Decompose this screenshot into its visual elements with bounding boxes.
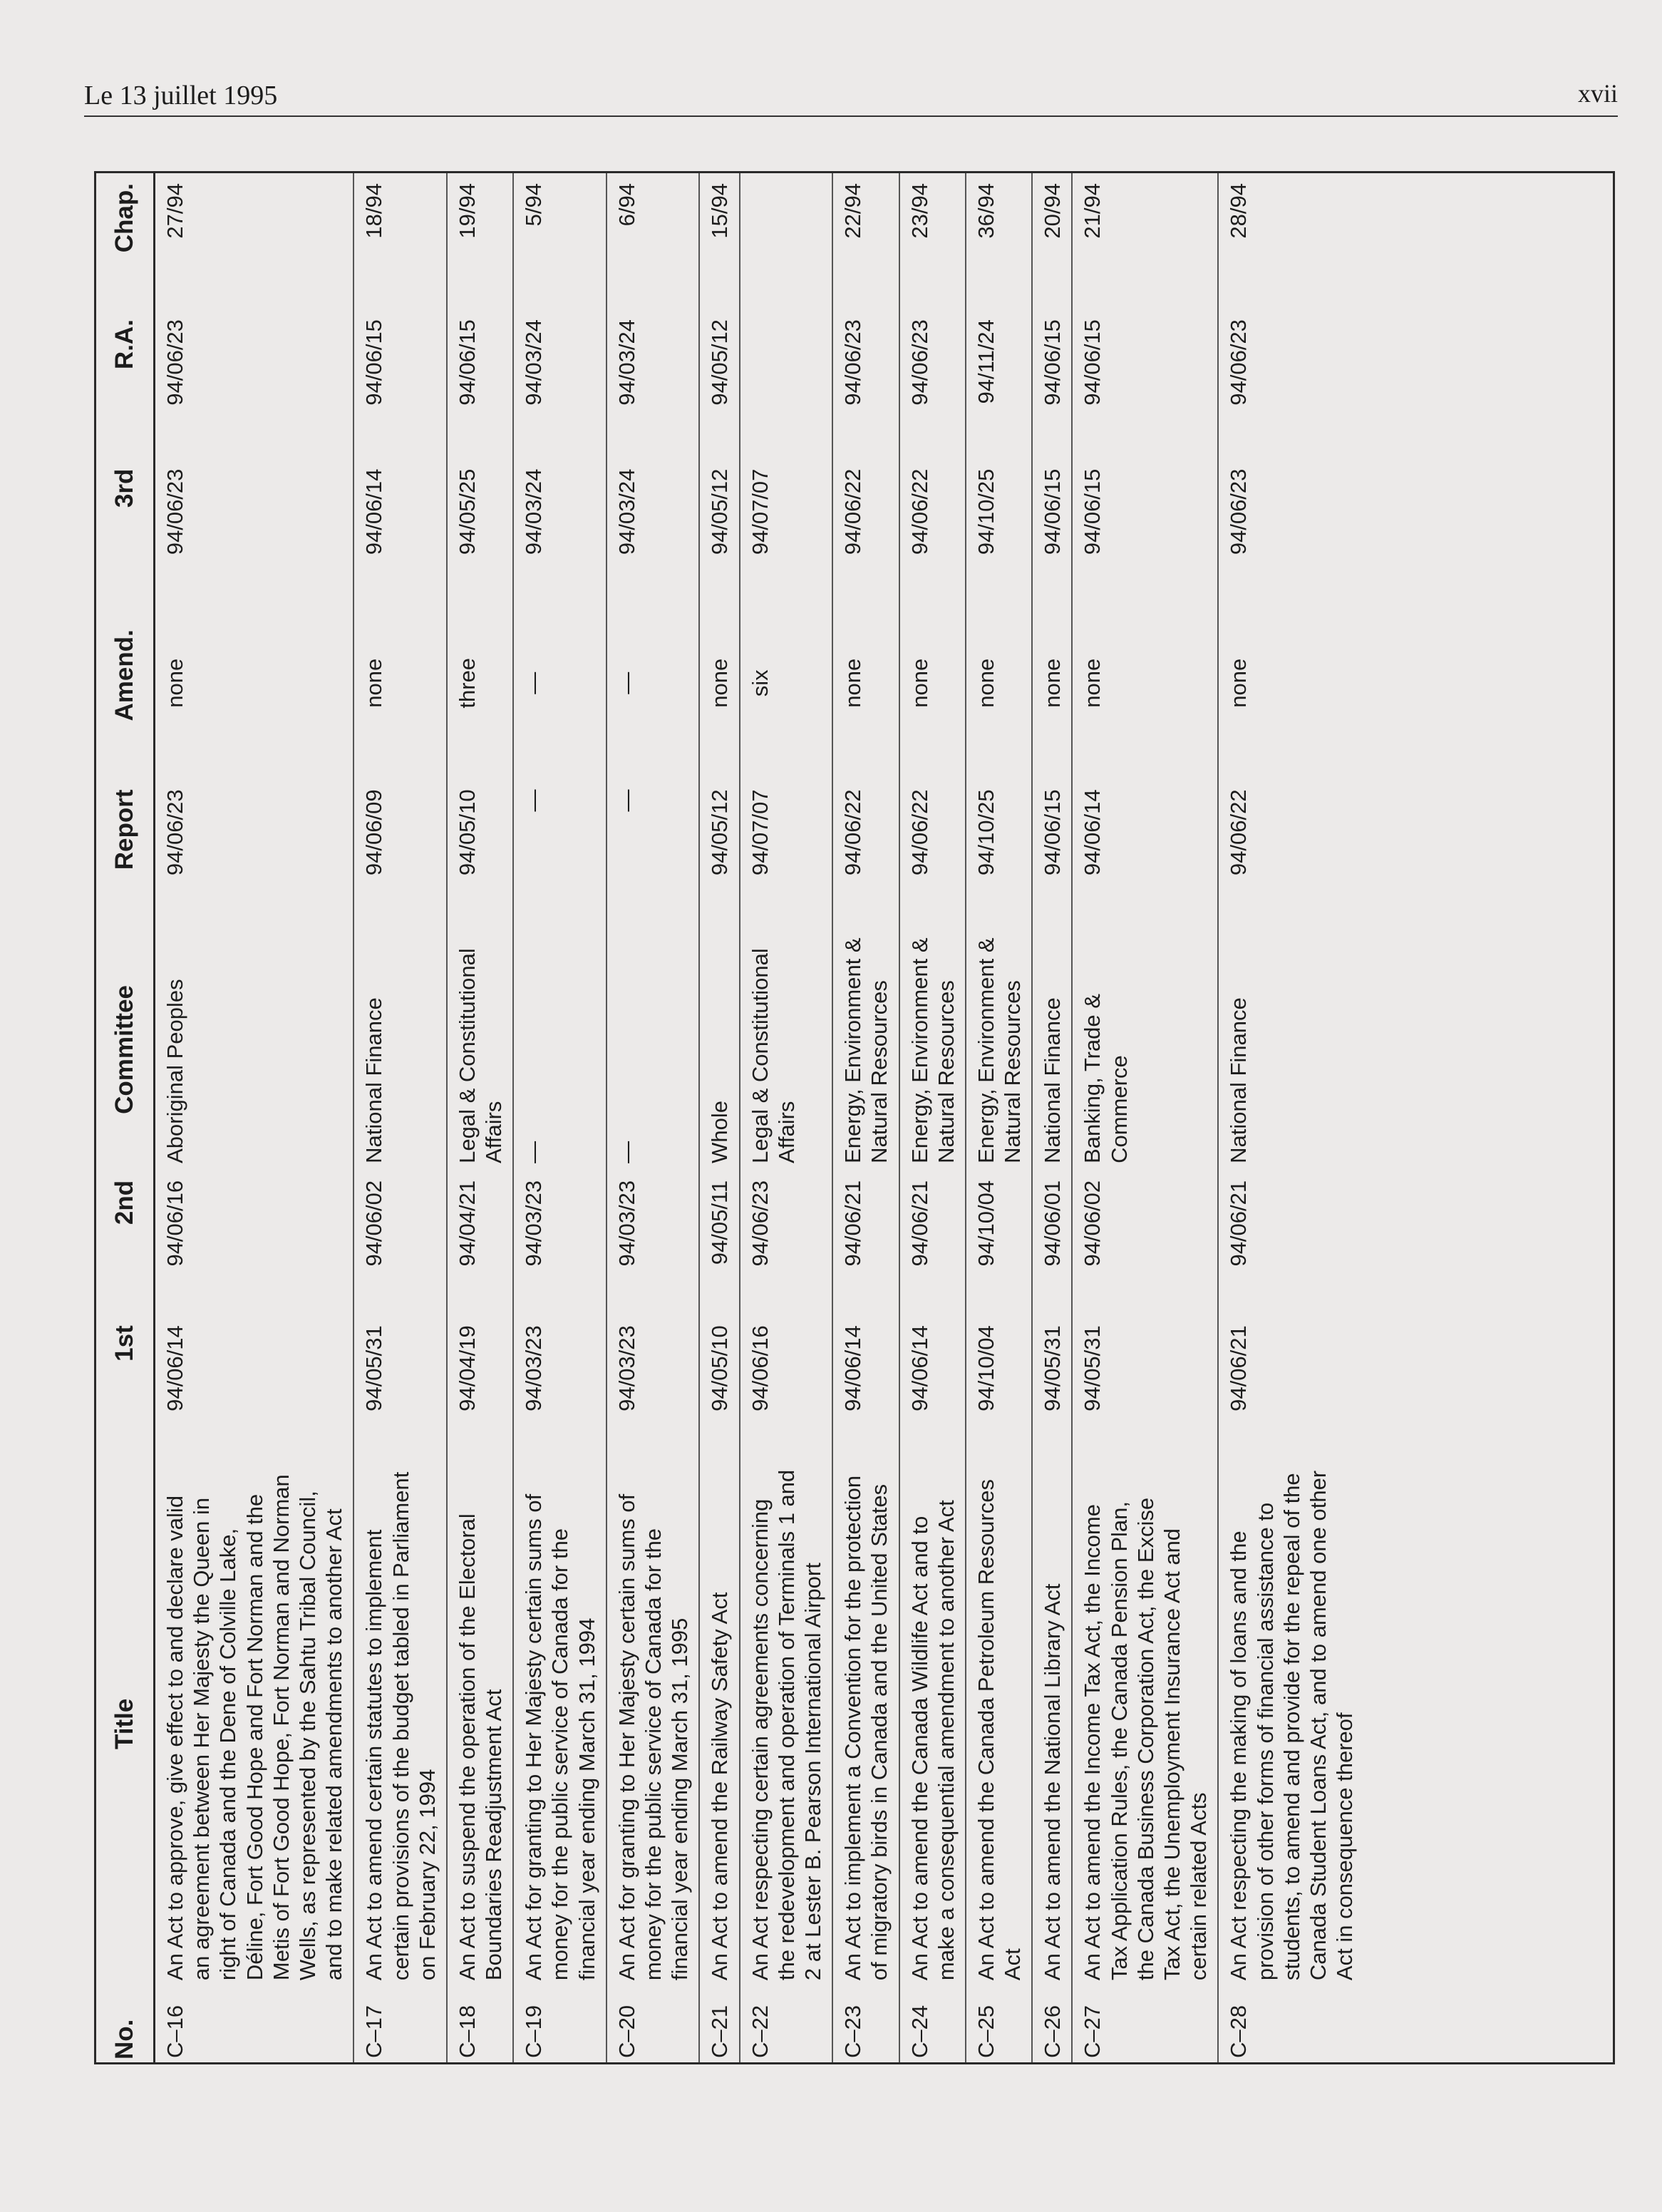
first-reading: 94/05/31 (1080, 1325, 1105, 1411)
committee: Energy, Environment & Natural Resources (840, 937, 892, 1163)
amendments: none (1040, 658, 1065, 708)
amendments: six (747, 669, 773, 697)
amendments: none (1226, 658, 1251, 708)
amendments: none (707, 658, 733, 708)
bill-title: An Act to amend the Income Tax Act, the Income Tax Application Rules, the Canada Pension Plan, the Canada Business Corporation Act, the Excise Tax Act, the Unemployment Insurance Act and certain related Acts (1080, 1497, 1212, 1981)
bill-title: An Act to implement a Convention for the protection of migratory birds in Canada and the United States (840, 1475, 892, 1981)
table-row (353, 173, 447, 2064)
first-reading: 94/06/14 (162, 1325, 187, 1411)
chapter (740, 173, 833, 309)
committee: Energy, Environment & Natural Resources (973, 937, 1026, 1163)
table-row (1218, 173, 1363, 2064)
first-reading: 94/06/21 (1226, 1325, 1251, 1411)
committee: National Finance (1226, 997, 1251, 1163)
second-reading: 94/06/16 (162, 1180, 187, 1267)
chapter: 28/94 (1226, 183, 1251, 239)
royal-assent: 94/06/15 (361, 319, 387, 406)
chapter: 5/94 (521, 183, 547, 227)
first-reading: 94/05/10 (707, 1325, 733, 1411)
table-row (513, 173, 607, 2064)
chapter: 36/94 (973, 183, 998, 239)
table-row (699, 173, 739, 2064)
bill-number: C–26 (1040, 2005, 1065, 2058)
committee: Legal & Constitutional Affairs (454, 948, 507, 1163)
chapter: 19/94 (454, 183, 480, 239)
committee: Energy, Environment & Natural Resources (907, 937, 959, 1163)
report-date: 94/06/09 (361, 789, 387, 876)
royal-assent: 94/06/23 (907, 319, 932, 406)
bill-title: An Act respecting the making of loans and the provision of other forms of financial assistance to students, to amend and provide for the repeal of the Canada Student Loans Act, and to amend one other Act in consequence thereof (1226, 1470, 1358, 1981)
bill-title: An Act to amend the Canada Petroleum Resources Act (973, 1479, 1026, 1981)
royal-assent: 94/11/24 (973, 319, 998, 404)
table-row (447, 173, 513, 2064)
report-date: 94/07/07 (747, 789, 773, 876)
chapter: 20/94 (1040, 183, 1065, 239)
third-reading: 94/05/12 (707, 468, 733, 555)
col-header-third: 3rd (96, 459, 155, 609)
committee: Aboriginal Peoples (162, 979, 187, 1163)
report-date: — (521, 789, 547, 812)
bill-number: C–28 (1226, 2005, 1251, 2058)
royal-assent: 94/06/23 (840, 319, 866, 406)
royal-assent: 94/03/24 (614, 319, 639, 406)
first-reading: 94/06/14 (907, 1325, 932, 1411)
first-reading: 94/10/04 (973, 1325, 998, 1411)
third-reading: 94/03/24 (521, 468, 547, 555)
royal-assent: 94/06/15 (1040, 319, 1065, 406)
bill-title: An Act respecting certain agreements concerning the redevelopment and operation of Terminals 1 and 2 at Lester B. Pearson International Airport (747, 1469, 825, 1981)
bill-number: C–25 (973, 2005, 998, 2058)
page-number: xvii (1577, 79, 1618, 108)
royal-assent: 94/03/24 (521, 319, 547, 406)
bill-number: C–27 (1080, 2005, 1105, 2058)
committee: National Finance (1040, 997, 1065, 1163)
col-header-committee: Committee (96, 929, 155, 1171)
bill-number: C–24 (907, 2005, 932, 2058)
second-reading: 94/06/21 (1226, 1180, 1251, 1267)
bill-title: An Act to suspend the operation of the Electoral Boundaries Readjustment Act (454, 1513, 507, 1981)
amendments: none (907, 658, 932, 708)
col-header-title: Title (96, 1461, 155, 1987)
first-reading: 94/03/23 (521, 1325, 547, 1411)
col-header-chap: Chap. (96, 173, 155, 309)
royal-assent: 94/06/15 (1080, 319, 1105, 406)
bill-number: C–16 (162, 2005, 187, 2058)
col-header-report: Report (96, 779, 155, 929)
col-header-no: No. (96, 1987, 155, 2064)
royal-assent (740, 309, 833, 459)
third-reading: 94/03/24 (614, 468, 639, 555)
royal-assent: 94/06/15 (454, 319, 480, 406)
royal-assent: 94/05/12 (707, 319, 733, 406)
table-row (1072, 173, 1218, 2064)
bill-number: C–18 (454, 2005, 480, 2058)
bill-title: An Act to amend the Canada Wildlife Act and to make a consequential amendment to another Act (907, 1500, 959, 1981)
bill-number: C–21 (707, 2005, 733, 2058)
second-reading: 94/06/01 (1040, 1180, 1065, 1267)
bill-title: An Act to amend the Railway Safety Act (707, 1592, 733, 1981)
table-row (899, 173, 966, 2064)
third-reading: 94/06/23 (162, 468, 187, 555)
second-reading: 94/05/11 (707, 1180, 733, 1265)
chapter: 23/94 (907, 183, 932, 239)
amendments: three (454, 657, 480, 709)
amendments: none (973, 658, 998, 708)
table-row (832, 173, 899, 2064)
bill-number: C–20 (614, 2005, 639, 2058)
committee: — (521, 1141, 547, 1163)
report-date: 94/05/10 (454, 789, 480, 876)
second-reading: 94/10/04 (973, 1180, 998, 1267)
amendments: — (521, 672, 547, 694)
amendments: — (614, 672, 639, 694)
bills-table-frame (94, 171, 1615, 2064)
third-reading: 94/07/07 (747, 468, 773, 555)
second-reading: 94/06/23 (747, 1180, 773, 1267)
chapter: 21/94 (1080, 183, 1105, 239)
bill-title: An Act to amend certain statutes to implement certain provisions of the budget tabled in Parliament on February 22, 1994 (361, 1471, 440, 1981)
report-date: 94/06/14 (1080, 789, 1105, 876)
table-row (1032, 173, 1072, 2064)
page-date: Le 13 juillet 1995 (84, 81, 278, 110)
col-header-amend: Amend. (96, 608, 155, 779)
col-header-second: 2nd (96, 1171, 155, 1315)
committee: Banking, Trade & Commerce (1080, 994, 1132, 1163)
third-reading: 94/06/15 (1080, 468, 1105, 555)
third-reading: 94/06/22 (840, 468, 866, 555)
third-reading: 94/10/25 (973, 468, 998, 555)
report-date: 94/06/23 (162, 789, 187, 876)
page-header (84, 74, 1618, 117)
committee: Legal & Constitutional Affairs (747, 948, 799, 1163)
second-reading: 94/06/21 (907, 1180, 932, 1267)
committee: Whole (707, 1101, 733, 1163)
bill-title: An Act to approve, give effect to and declare valid an agreement between Her Majesty the Queen in right of Canada and the Dene of Colville Lake, Déline, Fort Good Hope and Fort Norman and the Metis of Fort Good Hope, Fort Norman and Norman Wells, as represented by the Sahtu Tribal Council, and to make related amendments to another Act (162, 1474, 347, 1981)
table-row (155, 173, 354, 2064)
amendments: none (162, 658, 187, 708)
second-reading: 94/06/21 (840, 1180, 866, 1267)
table-row (607, 173, 700, 2064)
first-reading: 94/06/16 (747, 1325, 773, 1411)
first-reading: 94/03/23 (614, 1325, 639, 1411)
report-date: 94/05/12 (707, 789, 733, 876)
col-header-ra: R.A. (96, 309, 155, 459)
third-reading: 94/05/25 (454, 468, 480, 555)
header-row (96, 173, 155, 2064)
second-reading: 94/06/02 (361, 1180, 387, 1267)
first-reading: 94/04/19 (454, 1325, 480, 1411)
first-reading: 94/06/14 (840, 1325, 866, 1411)
rotated-table-container (96, 173, 1615, 2064)
amendments: none (840, 658, 866, 708)
second-reading: 94/03/23 (614, 1180, 639, 1267)
table-row (966, 173, 1032, 2064)
second-reading: 94/06/02 (1080, 1180, 1105, 1267)
report-date: 94/10/25 (973, 789, 998, 876)
report-date: 94/06/22 (840, 789, 866, 876)
first-reading: 94/05/31 (361, 1325, 387, 1411)
chapter: 18/94 (361, 183, 387, 239)
bill-title: An Act to amend the National Library Act (1040, 1583, 1065, 1981)
amendments: none (361, 658, 387, 708)
third-reading: 94/06/23 (1226, 468, 1251, 555)
committee: — (614, 1141, 639, 1163)
report-date: 94/06/22 (1226, 789, 1251, 876)
bill-number: C–22 (747, 2005, 773, 2058)
report-date: 94/06/22 (907, 789, 932, 876)
table-row (740, 173, 833, 2064)
bill-number: C–19 (521, 2005, 547, 2058)
committee: National Finance (361, 997, 387, 1163)
chapter: 22/94 (840, 183, 866, 239)
royal-assent: 94/06/23 (1226, 319, 1251, 406)
chapter: 6/94 (614, 183, 639, 227)
bill-number: C–23 (840, 2005, 866, 2058)
bill-title: An Act for granting to Her Majesty certain sums of money for the public service of Canada for the financial year ending March 31, 1994 (521, 1493, 599, 1981)
third-reading: 94/06/22 (907, 468, 932, 555)
third-reading: 94/06/15 (1040, 468, 1065, 555)
second-reading: 94/04/21 (454, 1180, 480, 1267)
third-reading: 94/06/14 (361, 468, 387, 555)
amendments: none (1080, 658, 1105, 708)
bills-table (96, 173, 1363, 2064)
bill-title: An Act for granting to Her Majesty certain sums of money for the public service of Canada for the financial year ending March 31, 1995 (614, 1493, 693, 1981)
report-date: 94/06/15 (1040, 789, 1065, 876)
second-reading: 94/03/23 (521, 1180, 547, 1267)
bill-number: C–17 (361, 2005, 387, 2058)
chapter: 15/94 (707, 183, 733, 239)
first-reading: 94/05/31 (1040, 1325, 1065, 1411)
royal-assent: 94/06/23 (162, 319, 187, 406)
col-header-first: 1st (96, 1315, 155, 1460)
report-date: — (614, 789, 639, 812)
chapter: 27/94 (162, 183, 187, 239)
